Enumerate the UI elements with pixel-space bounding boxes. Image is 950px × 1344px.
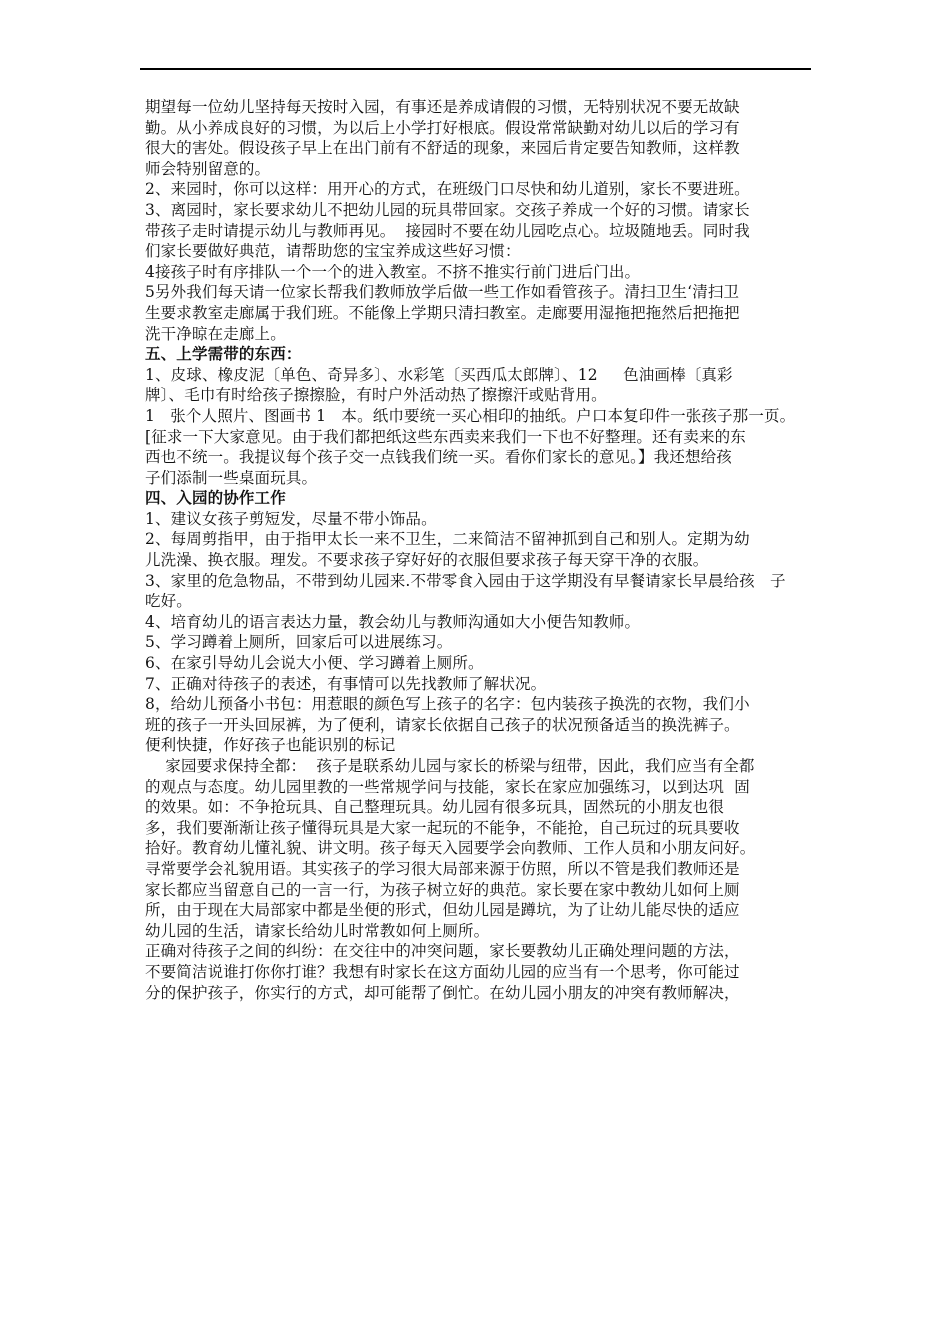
text-line: 5、学习蹲着上厕所，回家后可以进展练习。 [145, 633, 453, 652]
header-rule [140, 68, 811, 70]
text-line: 所，由于现在大局部家中都是坐便的形式，但幼儿园是蹲坑，为了让幼儿能尽快的适应 [145, 901, 740, 920]
text-line: 便利快捷，作好孩子也能识别的标记 [145, 736, 396, 755]
text-line: 的观点与态度。幼儿园里教的一些常规学问与技能，家长在家应加强练习，以到达巩 固 [145, 777, 750, 796]
text-line: 多，我们要渐渐让孩子懂得玩具是大家一起玩的不能争，不能抢，自己玩过的玩具要收 [145, 818, 740, 837]
text-line: 家园要求保持全都： 孩子是联系幼儿园与家长的桥梁与纽带，因此，我们应当有全都 [145, 757, 755, 775]
text-line: 3、离园时，家长要求幼儿不把幼儿园的玩具带回家。交孩子养成一个好的习惯。请家长 [145, 200, 750, 219]
text-line: 洗干净晾在走廊上。 [145, 324, 286, 343]
text-line: 很大的害处。假设孩子早上在出门前有不舒适的现象，来园后肯定要告知教师，这样教 [145, 139, 740, 158]
text-line: 带孩子走时请提示幼儿与教师再见。 接园时不要在幼儿园吃点心。垃圾随地丢。同时我 [145, 221, 750, 240]
text-line: [征求一下大家意见。由于我们都把纸这些东西卖来我们一下也不好整理。还有卖来的东 [145, 427, 746, 446]
text-line: 们家长要做好典范，请帮助您的宝宝养成这些好习惯： [145, 242, 521, 261]
text-line: 正确对待孩子之间的纠纷：在交往中的冲突问题，家长要教幼儿正确处理问题的方法， [145, 942, 740, 961]
text-line: 分的保护孩子，你实行的方式，却可能帮了倒忙。在幼儿园小朋友的冲突有教师解决， [145, 983, 740, 1002]
section-heading: 四、入园的协作工作 [145, 489, 286, 508]
text-line: 4接孩子时有序排队一个一个的进入教室。不挤不推实行前门进后门出。 [145, 262, 641, 281]
section-heading: 五、上学需带的东西： [145, 345, 302, 364]
text-line: 师会特别留意的。 [145, 159, 271, 178]
text-line: 5另外我们每天请一位家长帮我们教师放学后做一些工作如看管孩子。清扫卫生‘清扫卫 [145, 283, 740, 302]
text-line: 期望每一位幼儿坚持每天按时入园，有事还是养成请假的习惯，无特别状况不要无故缺 [145, 98, 740, 116]
text-line: 3、家里的危急物品，不带到幼儿园来.不带零食入园由于这学期没有早餐请家长早晨给孩 子 [145, 571, 786, 590]
text-line: 儿洗澡、换衣服。理发。不要求孩子穿好好的衣服但要求孩子每天穿干净的衣服。 [145, 551, 709, 570]
text-line: 2、来园时，你可以这样：用开心的方式，在班级门口尽快和幼儿道别，家长不要进班。 [145, 180, 750, 199]
text-line: 拾好。教育幼儿懂礼貌、讲文明。孩子每天入园要学会向教师、工作人员和小朋友问好。 [145, 839, 756, 858]
text-line: 1、皮球、橡皮泥〔单色、奇异多〕、水彩笔〔买西瓜太郎牌〕、12 色油画棒〔真彩 [145, 365, 733, 384]
text-line: 的效果。如：不争抢玩具、自己整理玩具。幼儿园有很多玩具，固然玩的小朋友也很 [145, 798, 725, 817]
document-body [145, 97, 893, 1003]
text-line: 4、培育幼儿的语言表达力量，教会幼儿与教师沟通如大小便告知教师。 [145, 612, 641, 631]
text-line: 1、建议女孩子剪短发，尽量不带小饰品。 [145, 509, 437, 528]
text-line: 6、在家引导幼儿会说大小便、学习蹲着上厕所。 [145, 654, 484, 673]
text-line: 西也不统一。我提议每个孩子交一点钱我们统一买。看你们家长的意见。】我还想给孩 [145, 448, 732, 467]
text-line: 生要求教室走廊属于我们班。不能像上学期只清扫教室。走廊要用湿拖把拖然后把拖把 [145, 303, 740, 322]
text-line: 子们添制一些桌面玩具。 [145, 468, 318, 487]
text-line: 寻常要学会礼貌用语。其实孩子的学习很大局部来源于仿照，所以不管是我们教师还是 [145, 859, 740, 878]
text-line: 班的孩子一开头回尿裤，为了便利，请家长依据自己孩子的状况预备适当的换洗裤子。 [145, 715, 740, 734]
text-line: 牌〕、毛巾有时给孩子擦擦脸，有时户外活动热了擦擦汗或贴背用。 [145, 386, 607, 405]
text-line: 不要简洁说谁打你你打谁？我想有时家长在这方面幼儿园的应当有一个思考，你可能过 [145, 962, 740, 981]
text-line: 7、正确对待孩子的表述，有事情可以先找教师了解状况。 [145, 674, 547, 693]
text-line: 2、每周剪指甲，由于指甲太长一来不卫生，二来简洁不留神抓到自己和别人。定期为幼 [145, 530, 750, 549]
text-line: 勤。从小养成良好的习惯，为以后上小学打好根底。假设常常缺勤对幼儿以后的学习有 [145, 118, 740, 137]
text-line: 幼儿园的生活，请家长给幼儿时常教如何上厕所。 [145, 921, 490, 940]
text-line: 8，给幼儿预备小书包：用惹眼的颜色写上孩子的名字：包内装孩子换洗的衣物，我们小 [145, 695, 750, 714]
text-line: 吃好。 [145, 592, 192, 611]
text-line: 1 张个人照片、图画书 1 本。纸巾要统一买心相印的抽纸。户口本复印件一张孩子那一页。 [145, 406, 796, 425]
text-line: 家长都应当留意自己的一言一行，为孩子树立好的典范。家长要在家中教幼儿如何上厕 [145, 880, 740, 899]
